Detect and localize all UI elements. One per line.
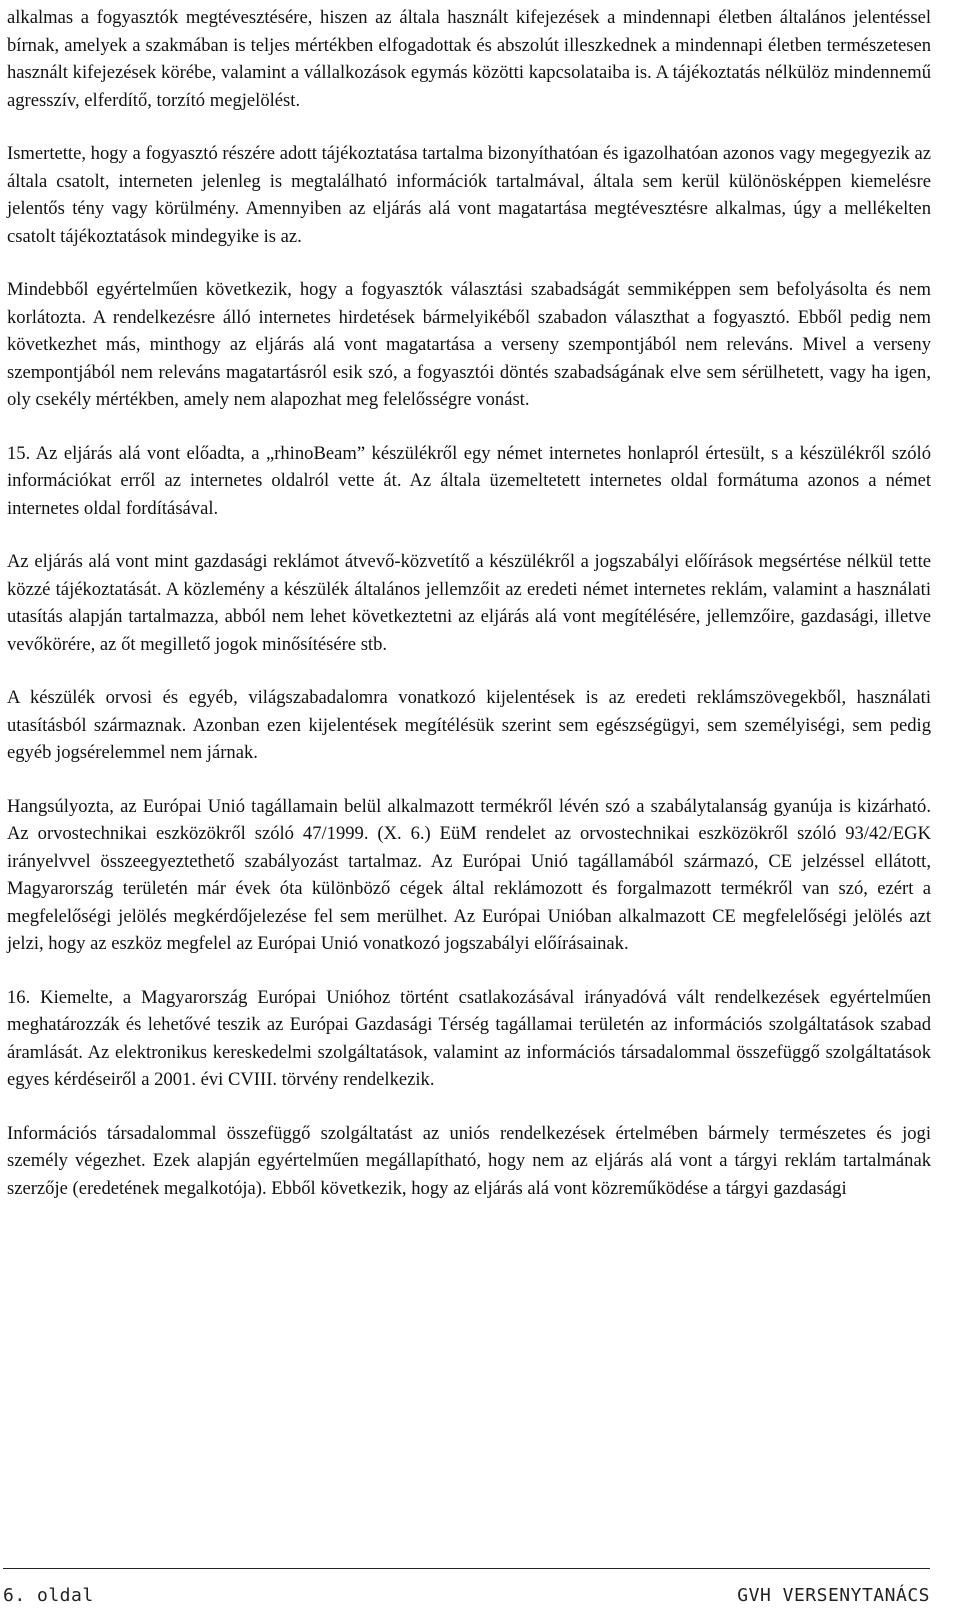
paragraph-15: 15. Az eljárás alá vont előadta, a „rhinoBeam” készülékről egy német internetes honlapról értesült, s a készülékről szóló információkat erről az internetes oldalról vette át. Az általa üzemeltetett internetes oldal formátuma azonos a német internetes oldal fordításával. xyxy=(7,442,931,519)
paragraph-reklam-atvevo: Az eljárás alá vont mint gazdasági reklámot átvevő-közvetítő a készülékről a jogszabályi előírások megsértése nélkül tette közzé tájékoztatását. A közlemény a készülék általános jellemzőit az eredeti német internetes reklám, valamint a használati utasítás alapján tartalmazza, abból nem lehet következtetni az eljárás alá vont megítélésére, jellemzőire, gazdasági, illetve vevőkörére, az őt megillető jogok minősítésére stb. xyxy=(7,551,931,655)
paragraph-keszulek-orvosi: A készülék orvosi és egyéb, világszabadalomra vonatkozó kijelentések is az eredeti reklámszövegekből, használati utasításból származnak. Azonban ezen kijelentések megítélésük szerint sem egészségügyi, sem személyiségi, sem pedig egyéb jogsérelemmel nem járnak. xyxy=(7,687,931,763)
paragraph-mindebbol: Mindebből egyértelműen következik, hogy a fogyasztók választási szabadságát semmiképpen sem befolyásolta és nem korlátozta. A rendelkezésre álló internetes hirdetések bármelyikéből szabadon választhat a fogyasztó. Ebből pedig nem következhet más, minthogy az eljárás alá vont magatartása a verseny szempontjából nem releváns. Mivel a verseny szempontjából nem releváns magatartásról esik szó, a fogyasztói döntés szabadságának elve sem sérülhetett, vagy ha igen, oly csekély mértékben, amely nem alapozhat meg felelősségre vonást. xyxy=(7,279,931,410)
paragraph-ismertette: Ismertette, hogy a fogyasztó részére adott tájékoztatása tartalma bizonyíthatóan és igazolhatóan azonos vagy megegyezik az általa csatolt, interneten jelenleg is megtalálható információk tartalmával, általa sem kerül különösképpen kiemelésre jelentős tény vagy körülmény. Amennyiben az eljárás alá vont magatartása megtévesztésre alkalmas, úgy a mellékelten csatolt tájékoztatások mindegyike is az. xyxy=(7,143,931,247)
document-body xyxy=(7,4,931,1228)
paragraph-continuation: alkalmas a fogyasztók megtévesztésére, hiszen az általa használt kifejezések a mindennapi életben általános jelentéssel bírnak, amelyek a szakmában is teljes mértékben elfogadottak és abszolút illeszkednek a mindennapi életben természetesen használt kifejezések körébe, valamint a vállalkozások egymás közötti kapcsolataiba is. A tájékoztatás nélkülöz mindennemű agresszív, elferdítő, torzító megjelölést. xyxy=(7,7,931,111)
paragraph-16: 16. Kiemelte, a Magyarország Európai Unióhoz történt csatlakozásával irányadóvá vált rendelkezések egyértelműen meghatározzák és lehetővé teszik az Európai Gazdasági Térség tagállamai területén az információs szolgáltatások szabad áramlását. Az elektronikus kereskedelmi szolgáltatások, valamint az információs társadalommal összefüggő szolgáltatások egyes kérdéseiről a 2001. évi CVIII. törvény rendelkezik. xyxy=(7,986,931,1090)
paragraph-hangsulyozta: Hangsúlyozta, az Európai Unió tagállamain belül alkalmazott termékről lévén szó a szabálytalanság gyanúja is kizárható. Az orvostechnikai eszközökről szóló 47/1999. (X. 6.) EüM rendelet az orvostechnikai eszközökről szóló 93/42/EGK irányelvvel összeegyeztethető szabályozást tartalmaz. Az Európai Unió tagállamából származó, CE jelzéssel ellátott, Magyarország területén már évek óta különböző cégek által reklámozott és forgalmazott termékről van szó, ezért a megfelelőségi jelölés megkérdőjelezése fel sem merülhet. Az Európai Unióban alkalmazott CE megfelelőségi jelölés azt jelzi, hogy az eszköz megfelel az Európai Unió vonatkozó jogszabályi előírásainak. xyxy=(7,795,931,954)
page-footer xyxy=(3,1568,930,1606)
footer-organization: GVH VERSENYTANÁCS xyxy=(737,1585,930,1606)
paragraph-informacios: Információs társadalommal összefüggő szolgáltatást az uniós rendelkezések értelmében bármely természetes és jogi személy végezhet. Ezek alapján egyértelműen megállapítható, hogy nem az eljárás alá vont a tárgyi reklám tartalmának szerzője (eredetének megalkotója). Ebből következik, hogy az eljárás alá vont közreműködése a tárgyi gazdasági xyxy=(7,1122,931,1199)
page-number: 6. oldal xyxy=(3,1585,94,1606)
